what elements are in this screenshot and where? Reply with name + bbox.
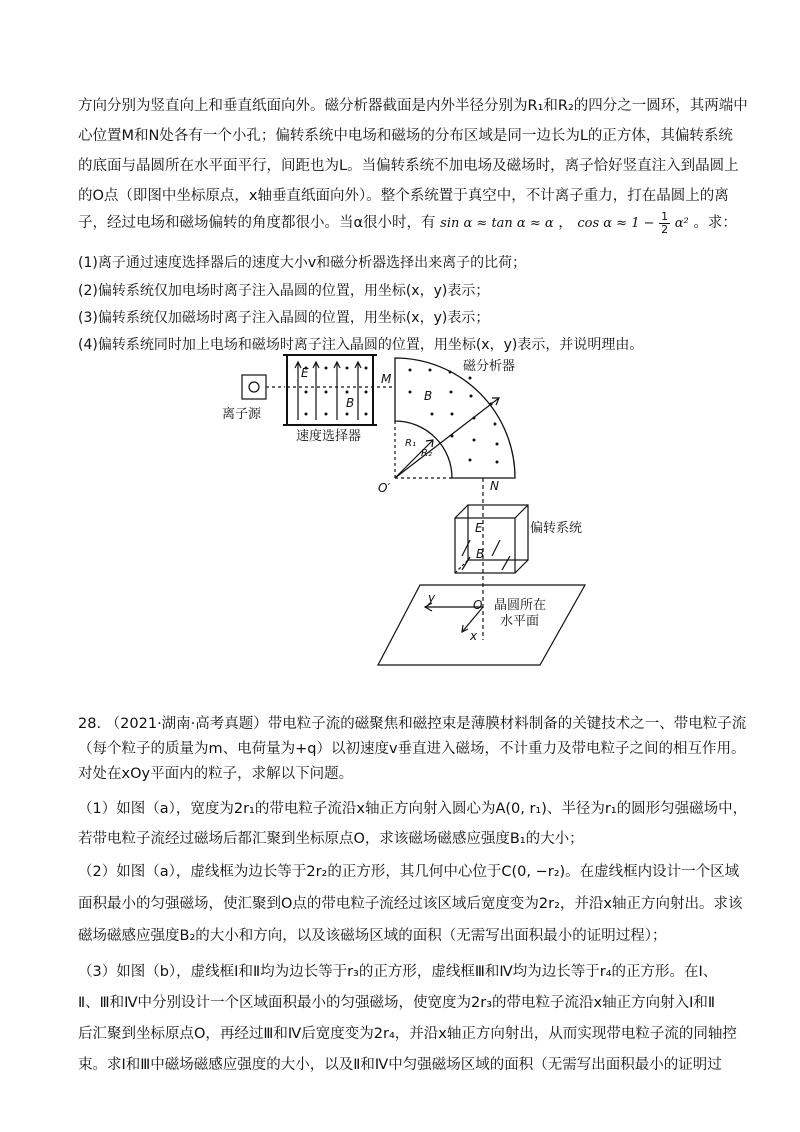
deflection-B-label: B — [476, 547, 485, 561]
p28-part2-line2: 面积最小的匀强磁场，使汇聚到O点的带电粒子流经过该区域后宽度变为2r₂，并沿x轴正方向射出。求该 — [78, 896, 743, 912]
ion-source-label: 离子源 — [222, 407, 262, 422]
p28-part3-line3: 后汇聚到坐标原点O，再经过Ⅲ和Ⅳ后宽度变为2r₄，并沿x轴正方向射出，从而实现带电粒子流的同轴控 — [78, 1026, 737, 1042]
p27-line-5-sep: ， — [558, 215, 573, 231]
small-angle-formula: sin α ≈ tan α ≈ α — [440, 216, 554, 231]
p28-part1-line1: （1）如图（a），宽度为2r₁的带电粒子流沿x轴正方向射入圆心为A(0, r₁)、半径为r₁的圆形匀强磁场中， — [78, 801, 748, 817]
velocity-B-label: B — [346, 396, 355, 410]
p28-part2-line3: 磁场磁感应强度B₂的大小和方向，以及该磁场区域的面积（无需写出面积最小的证明过程）； — [78, 928, 667, 944]
magnetic-analyzer-label: 磁分析器 — [463, 359, 516, 374]
p28-part3-line1: （3）如图（b），虚线框Ⅰ和Ⅱ均为边长等于r₃的正方形，虚线框Ⅲ和Ⅳ均为边长等于r₄的正方形。在Ⅰ、 — [78, 964, 718, 980]
hole-M-label: M — [381, 372, 392, 386]
cos-formula-left: cos α ≈ 1 − — [577, 216, 655, 231]
deflection-system-label: 偏转系统 — [530, 521, 583, 536]
ion-source-box — [242, 375, 266, 399]
p28-line-3: 对处在xOy平面内的粒子，求解以下问题。 — [78, 766, 354, 782]
p28-part1-line2: 若带电粒子流经过磁场后都汇聚到坐标原点O，求该磁场磁感应强度B₁的大小； — [78, 831, 584, 847]
p27-question-4: (4)偏转系统同时加上电场和磁场时离子注入晶圆的位置，用坐标(x，y)表示，并说明理由。 — [78, 337, 644, 353]
radius-R2-label: R₂ — [421, 448, 432, 459]
p28-line-2: （每个粒子的质量为m、电荷量为+q）以初速度v垂直进入磁场，不计重力及带电粒子之间的相互作用。 — [78, 741, 746, 757]
velocity-E-label: E — [301, 366, 309, 380]
p28-header: 28. （2021·湖南·高考真题）带电粒子流的磁聚焦和磁控束是薄膜材料制备的关键技术之一、带电粒子流 — [78, 716, 747, 732]
p27-line-1: 方向分别为竖直向上和垂直纸面向外。磁分析器截面是内外半径分别为R₁和R₂的四分之一圆环，其两端中 — [78, 98, 748, 114]
p27-line-5-text: 子，经过电场和磁场偏转的角度都很小。当α很小时，有 — [78, 215, 436, 231]
p27-line-4: 的O点（即图中坐标原点，x轴垂直纸面向外）。整个系统置于真空中，不计离子重力，打在晶圆上的离 — [78, 188, 729, 204]
p27-question-2: (2)偏转系统仅加电场时离子注入晶圆的位置，用坐标(x，y)表示； — [78, 283, 490, 299]
deflection-E-label: E — [475, 521, 483, 535]
p28-part3-line4: 束。求Ⅰ和Ⅲ中磁场磁感应强度的大小，以及Ⅱ和Ⅳ中匀强磁场区域的面积（无需写出面积最小的证明过 — [78, 1057, 722, 1073]
p27-question-3: (3)偏转系统仅加磁场时离子注入晶圆的位置，用坐标(x，y)表示； — [78, 310, 490, 326]
center-O-prime-label: O′ — [378, 481, 391, 495]
analyzer-B-label: B — [424, 389, 433, 403]
hole-N-label: N — [490, 479, 499, 493]
fraction-denominator: 2 — [661, 222, 669, 236]
axis-x-label: x — [470, 629, 478, 643]
p27-line-2: 心位置M和N处各有一个小孔；偏转系统中电场和磁场的分布区域是同一边长为L的正方体，其偏转系统 — [78, 128, 733, 144]
wafer-plane — [378, 585, 585, 665]
p27-question-1: (1)离子通过速度选择器后的速度大小v和磁分析器选择出来离子的比荷； — [78, 255, 527, 271]
velocity-selector-label: 速度选择器 — [296, 429, 362, 444]
ion-source-hole — [249, 382, 259, 392]
radius-R1-label: R₁ — [405, 438, 416, 449]
fraction-numerator: 1 — [661, 209, 669, 223]
p28-part2-line1: （2）如图（a），虚线框为边长等于2r₂的正方形，其几何中心位于C(0, −r₂)。在虚线框内设计一个区域 — [78, 864, 740, 880]
wafer-label-line2: 水平面 — [500, 614, 540, 629]
p27-line-3: 的底面与晶圆所在水平面平行，间距也为L。当偏转系统不加电场及磁场时，离子恰好竖直注入到晶圆上 — [78, 158, 739, 174]
field-dots — [305, 367, 499, 464]
p28-part3-line2: Ⅱ、Ⅲ和Ⅳ中分别设计一个区域面积最小的匀强磁场，使宽度为2r₃的带电粒子流沿x轴正方向射入Ⅰ和Ⅱ — [78, 995, 716, 1011]
wafer-label-line1: 晶圆所在 — [494, 598, 547, 613]
p27-line-5-end: 。求： — [693, 215, 737, 231]
origin-O-label: O — [473, 598, 483, 612]
axis-y-label: y — [428, 591, 436, 605]
cos-formula-right: α² — [674, 216, 689, 231]
